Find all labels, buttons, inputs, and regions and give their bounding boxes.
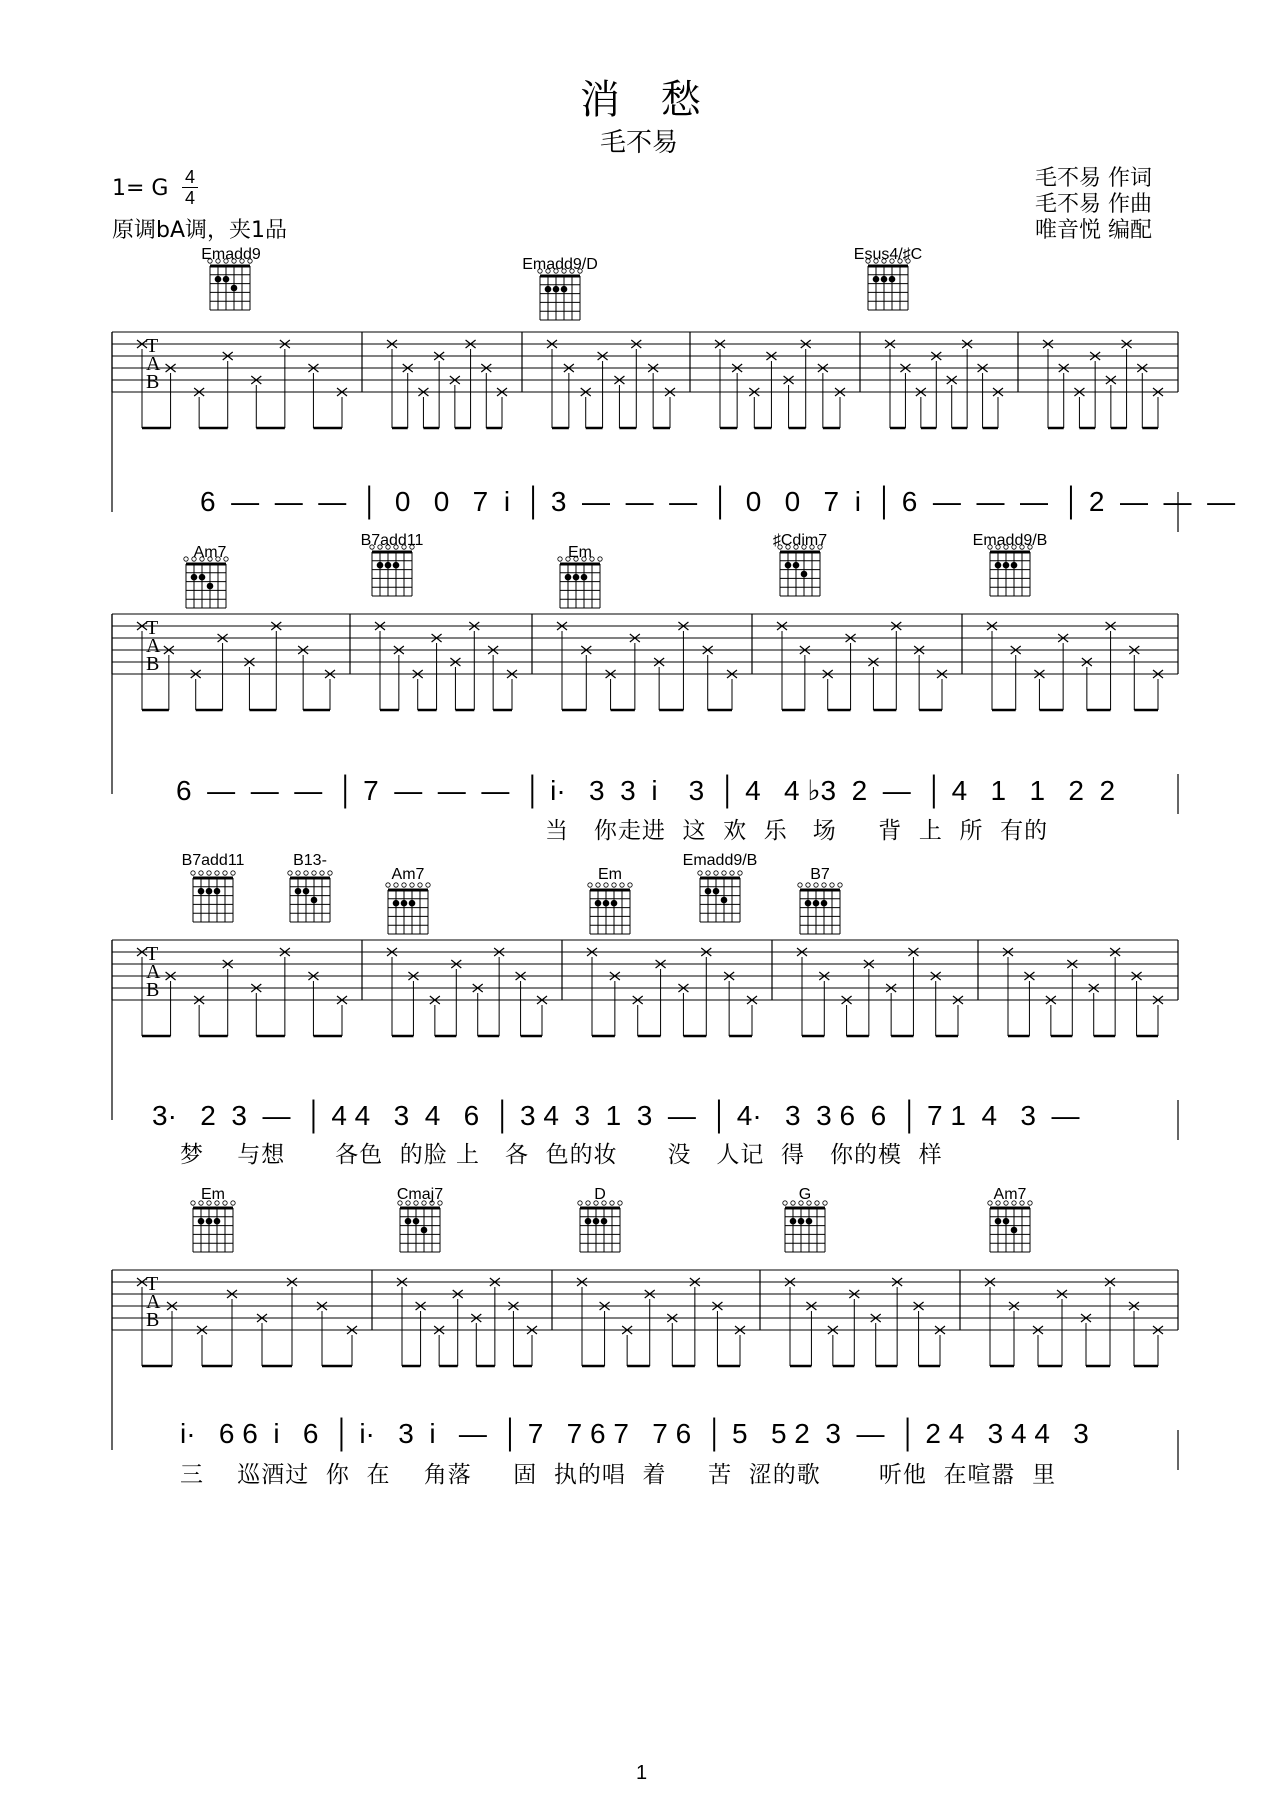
open-string-marker [191,871,195,875]
finger-dot [393,562,400,569]
open-string-marker [240,259,244,263]
open-string-marker [554,269,558,273]
open-string-marker [1020,545,1024,549]
open-string-marker [386,545,390,549]
finger-dot [295,888,302,895]
lyrics-line: 当 你走进 这 欢 乐 场 背 上 所 有的 [545,818,1049,844]
key-signature [112,176,168,202]
open-string-marker [215,1201,219,1205]
open-string-marker [1020,1201,1024,1205]
open-string-marker [588,883,592,887]
open-string-marker [818,545,822,549]
open-string-marker [296,871,300,875]
open-string-marker [207,871,211,875]
chord-name: Em [568,544,592,561]
finger-dot [995,562,1002,569]
finger-dot [303,888,310,895]
open-string-marker [216,259,220,263]
open-string-marker [422,1201,426,1205]
chord-name: B7add11 [181,852,245,869]
open-string-marker [874,259,878,263]
open-string-marker [566,557,570,561]
chord-diagram [988,545,1032,596]
composer-credit: 毛不易 作曲 [1035,192,1152,217]
chord-diagram [698,871,742,922]
open-string-marker [224,259,228,263]
arranger-credit: 唯音悦 编配 [1035,218,1152,243]
lyrics-line: 三 巡酒过 你 在 角落 固 执的唱 着 苦 涩的歌 听他 在喧嚣 里 [180,1462,1057,1488]
open-string-marker [406,1201,410,1205]
open-string-marker [838,883,842,887]
open-string-marker [612,883,616,887]
tab-clef-letter: T [146,617,159,639]
open-string-marker [191,1201,195,1205]
open-string-marker [882,259,886,263]
open-string-marker [596,883,600,887]
finger-dot [593,1218,600,1225]
finger-dot [553,286,560,293]
open-string-marker [814,883,818,887]
open-string-marker [562,269,566,273]
finger-dot [409,900,416,907]
open-string-marker [215,871,219,875]
open-string-marker [988,1201,992,1205]
finger-dot [713,888,720,895]
chord-name: Esus4/♯C [853,246,923,263]
chord-diagram [398,1201,442,1252]
open-string-marker [248,259,252,263]
tab-clef-letter: B [146,1309,160,1331]
chord-name: Em [598,866,622,883]
open-string-marker [714,871,718,875]
chord-diagram [588,883,632,934]
chord-diagram [798,883,842,934]
tab-clef-letter: T [146,1273,159,1295]
finger-dot [603,900,610,907]
open-string-marker [570,269,574,273]
finger-dot [198,888,205,895]
open-string-marker [386,883,390,887]
open-string-marker [628,883,632,887]
finger-dot [1011,562,1018,569]
finger-dot [401,900,408,907]
open-string-marker [706,871,710,875]
open-string-marker [402,883,406,887]
open-string-marker [1012,545,1016,549]
open-string-marker [906,259,910,263]
finger-dot [785,562,792,569]
time-sig-top: 4 [184,167,195,187]
open-string-marker [582,557,586,561]
chord-diagram [866,259,910,310]
chord-diagram [778,545,822,596]
finger-dot [421,1227,428,1234]
finger-dot [1003,1218,1010,1225]
open-string-marker [438,1201,442,1205]
finger-dot [207,583,214,590]
open-string-marker [806,883,810,887]
chord-name: B7 [810,866,830,883]
finger-dot [206,1218,213,1225]
chord-diagram [988,1201,1032,1252]
jianpu-line: 6 — — — │ 7 — — — │ i· 3 3 i 3 │ 4 4 ♭3 2 — │ 4 1 1 2 2 [176,775,1116,806]
open-string-marker [208,259,212,263]
finger-dot [191,574,198,581]
chord-diagram [370,545,414,596]
tab-clef-letter: A [146,353,161,375]
finger-dot [215,276,222,283]
chord-name: Em [201,1186,225,1203]
open-string-marker [224,557,228,561]
finger-dot [806,1218,813,1225]
finger-dot [573,574,580,581]
finger-dot [821,900,828,907]
finger-dot [805,900,812,907]
open-string-marker [216,557,220,561]
finger-dot [793,562,800,569]
open-string-marker [786,545,790,549]
open-string-marker [610,1201,614,1205]
open-string-marker [312,871,316,875]
open-string-marker [418,883,422,887]
open-string-marker [192,557,196,561]
open-string-marker [730,871,734,875]
open-string-marker [866,259,870,263]
chord-name: B13- [293,852,327,869]
open-string-marker [738,871,742,875]
open-string-marker [822,883,826,887]
open-string-marker [830,883,834,887]
open-string-marker [722,871,726,875]
finger-dot [813,900,820,907]
finger-dot [881,276,888,283]
finger-dot [198,1218,205,1225]
open-string-marker [890,259,894,263]
open-string-marker [590,557,594,561]
finger-dot [790,1218,797,1225]
finger-dot [199,574,206,581]
page-number: 1 [636,1762,648,1784]
finger-dot [705,888,712,895]
finger-dot [585,1218,592,1225]
finger-dot [231,285,238,292]
open-string-marker [802,545,806,549]
open-string-marker [394,883,398,887]
finger-dot [595,900,602,907]
open-string-marker [798,883,802,887]
open-string-marker [698,871,702,875]
finger-dot [873,276,880,283]
open-string-marker [288,871,292,875]
open-string-marker [1028,545,1032,549]
key-label: 1= G [112,176,169,201]
finger-dot [393,900,400,907]
open-string-marker [791,1201,795,1205]
chord-name: Am7 [391,866,425,883]
finger-dot [214,1218,221,1225]
chord-name: G [798,1186,812,1203]
open-string-marker [398,1201,402,1205]
finger-dot [223,276,230,283]
finger-dot [385,562,392,569]
chord-name: D [594,1186,606,1203]
open-string-marker [898,259,902,263]
chord-name: ♯Cdim7 [772,532,828,549]
open-string-marker [602,1201,606,1205]
open-string-marker [594,1201,598,1205]
tab-clef-letter: B [146,979,160,1001]
chord-diagram [191,1201,235,1252]
open-string-marker [823,1201,827,1205]
open-string-marker [223,1201,227,1205]
chord-diagram [191,871,235,922]
finger-dot [565,574,572,581]
open-string-marker [370,545,374,549]
chord-name: Am7 [993,1186,1027,1203]
tab-clef-letter: A [146,961,161,983]
open-string-marker [799,1201,803,1205]
finger-dot [889,276,896,283]
open-string-marker [996,545,1000,549]
tab-clef-letter: T [146,335,159,357]
finger-dot [798,1218,805,1225]
open-string-marker [430,1201,434,1205]
open-string-marker [586,1201,590,1205]
chord-name: B7add11 [360,532,424,549]
chord-diagram [386,883,430,934]
open-string-marker [1012,1201,1016,1205]
credits [1035,166,1152,244]
tab-clef-letter: A [146,635,161,657]
open-string-marker [410,545,414,549]
chord-name: Emadd9 [201,246,261,263]
finger-dot [611,900,618,907]
chord-diagram [783,1201,827,1252]
chord-diagram [184,557,228,608]
open-string-marker [618,1201,622,1205]
song-title: 消 愁 [580,77,715,123]
finger-dot [721,897,728,904]
chord-name: Emadd9/D [522,256,598,273]
open-string-marker [1004,1201,1008,1205]
open-string-marker [410,883,414,887]
open-string-marker [207,1201,211,1205]
open-string-marker [578,1201,582,1205]
lyrics-line: 梦 与想 各色 的脸 上 各 色的妆 没 人记 得 你的模 样 [180,1142,943,1168]
open-string-marker [1004,545,1008,549]
chord-name: Emadd9/B [972,532,1048,549]
open-string-marker [199,871,203,875]
chord-name: Emadd9/B [682,852,758,869]
open-string-marker [199,1201,203,1205]
open-string-marker [604,883,608,887]
open-string-marker [546,269,550,273]
open-string-marker [783,1201,787,1205]
time-sig-bottom: 4 [184,188,195,208]
open-string-marker [184,557,188,561]
chord-diagram [288,871,332,922]
tab-clef-letter: B [146,371,160,393]
chord-diagram [558,557,602,608]
chord-diagram [538,269,582,320]
open-string-marker [223,871,227,875]
finger-dot [1003,562,1010,569]
finger-dot [413,1218,420,1225]
time-signature [182,168,198,207]
finger-dot [377,562,384,569]
jianpu-line: 6 — — — │ 0 0 7 i │ 3 — — — │ 0 0 7 i │ 6 — — — │ 2 — — — [200,486,1236,517]
jianpu-line: 3· 2 3 — │ 4 4 3 4 6 │ 3 4 3 1 3 — │ 4· 3 3 6 6 │ 7 1 4 3 — [152,1100,1080,1131]
chord-diagram [578,1201,622,1252]
open-string-marker [598,557,602,561]
capo-note: 原调bA调，夹1品 [112,218,288,243]
open-string-marker [426,883,430,887]
open-string-marker [402,545,406,549]
finger-dot [601,1218,608,1225]
open-string-marker [231,871,235,875]
finger-dot [206,888,213,895]
finger-dot [801,571,808,578]
open-string-marker [620,883,624,887]
open-string-marker [1028,1201,1032,1205]
open-string-marker [231,1201,235,1205]
tab-clef-letter: B [146,653,160,675]
open-string-marker [378,545,382,549]
finger-dot [311,897,318,904]
open-string-marker [807,1201,811,1205]
open-string-marker [208,557,212,561]
system-3-notation [0,860,1280,1140]
chord-name: Am7 [193,544,227,561]
open-string-marker [574,557,578,561]
open-string-marker [558,557,562,561]
finger-dot [214,888,221,895]
open-string-marker [394,545,398,549]
open-string-marker [815,1201,819,1205]
finger-dot [545,286,552,293]
open-string-marker [988,545,992,549]
open-string-marker [578,269,582,273]
finger-dot [995,1218,1002,1225]
tab-clef-letter: T [146,943,159,965]
jianpu-line: i· 6 6 i 6 │ i· 3 i — │ 7 7 6 7 7 6 │ 5 5 2 3 — │ 2 4 3 4 4 3 [180,1418,1089,1449]
open-string-marker [538,269,542,273]
song-artist: 毛不易 [600,128,679,158]
open-string-marker [778,545,782,549]
lyricist-credit: 毛不易 作词 [1035,166,1152,191]
tab-clef-letter: A [146,1291,161,1313]
open-string-marker [232,259,236,263]
finger-dot [561,286,568,293]
finger-dot [405,1218,412,1225]
open-string-marker [996,1201,1000,1205]
open-string-marker [794,545,798,549]
open-string-marker [200,557,204,561]
open-string-marker [328,871,332,875]
open-string-marker [304,871,308,875]
chord-diagram [208,259,252,310]
open-string-marker [810,545,814,549]
open-string-marker [414,1201,418,1205]
finger-dot [1011,1227,1018,1234]
finger-dot [581,574,588,581]
open-string-marker [320,871,324,875]
chord-name: Cmaj7 [396,1186,444,1203]
